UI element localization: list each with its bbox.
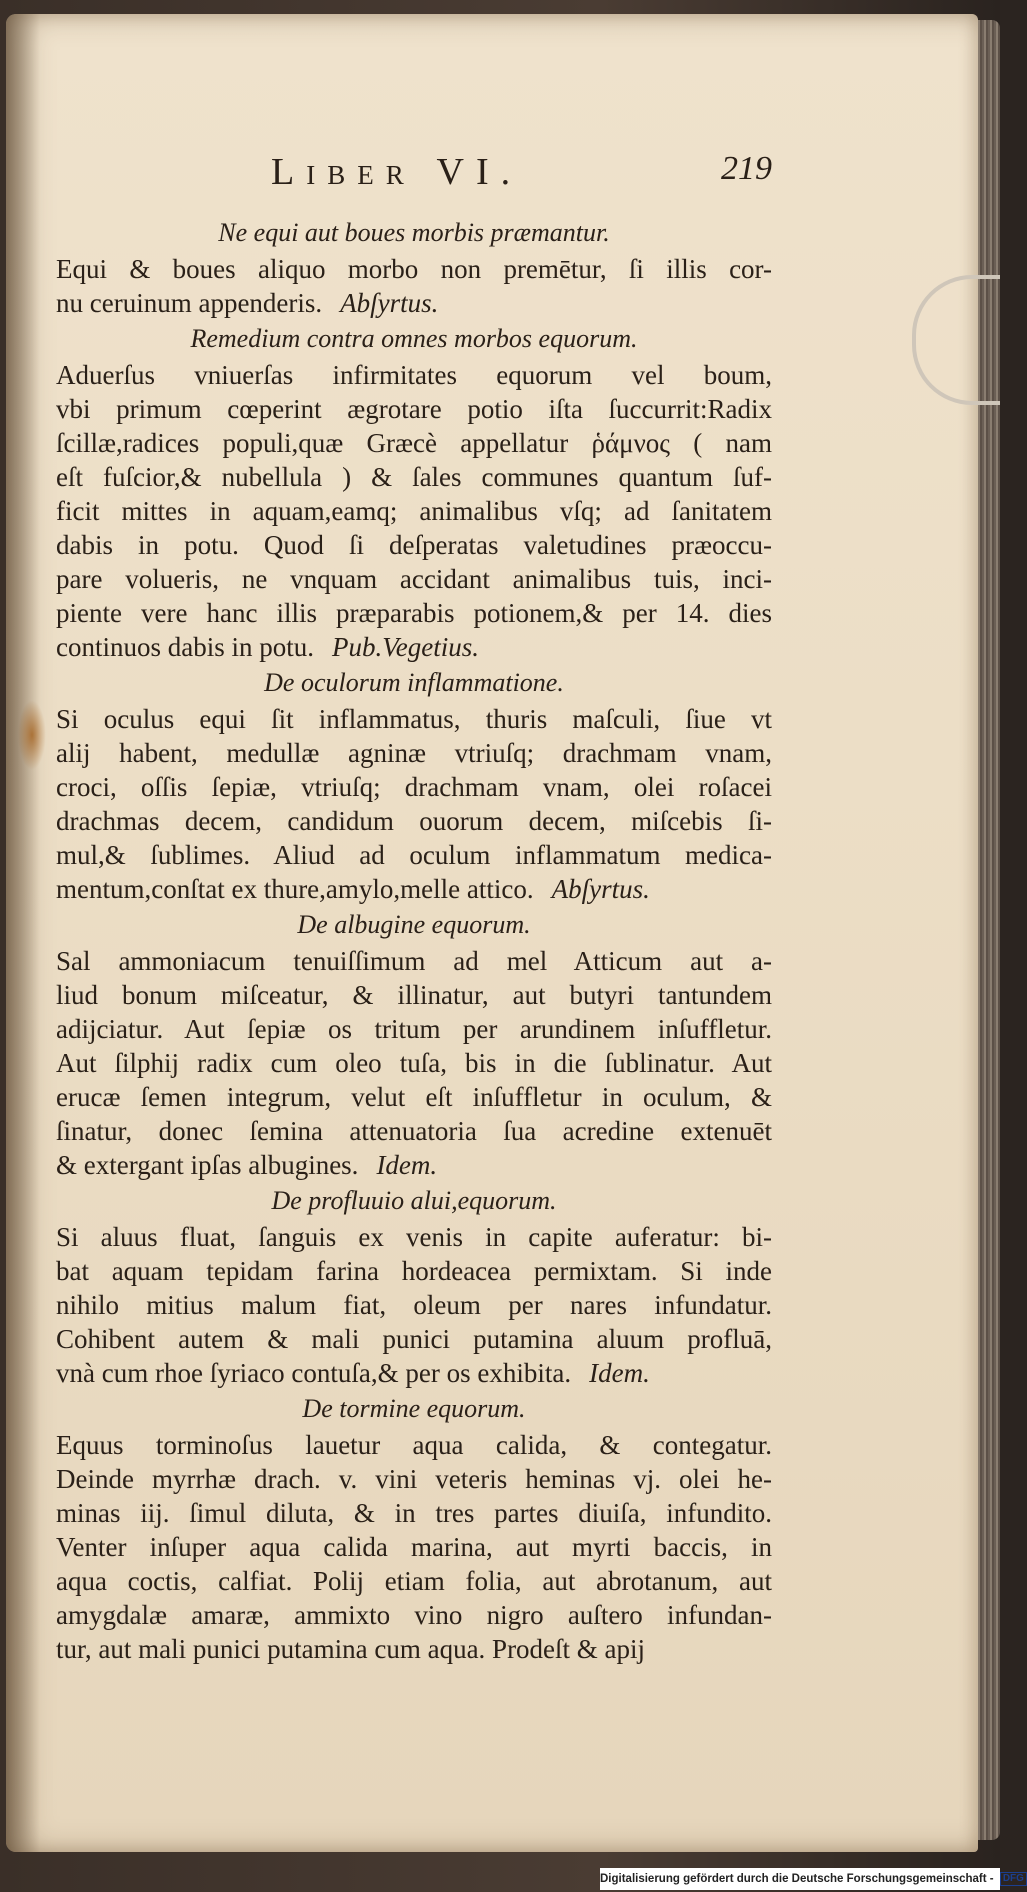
text-line-content: aqua coctis, calfiat. Polij etiam folia, aut abrotanum, aut	[56, 1566, 772, 1596]
text-line	[56, 1356, 772, 1390]
running-head	[56, 150, 772, 212]
text-line-content: Sal ammoniacum tenuiſſimum ad mel Atticum aut a-	[56, 946, 772, 976]
text-line-content: Aut ſilphij radix cum oleo tuſa, bis in die ſublinatur. Aut	[56, 1048, 772, 1078]
text-line	[56, 1012, 772, 1046]
text-line	[56, 1564, 772, 1598]
text-line	[56, 1428, 772, 1462]
section-paragraph	[56, 1428, 772, 1666]
text-line-content: & extergant ipſas albugines.	[56, 1150, 359, 1180]
text-line-content: Venter inſuper aqua calida marina, aut myrti baccis, in	[56, 1532, 772, 1562]
text-line	[56, 596, 772, 630]
text-line	[56, 630, 772, 664]
text-line-content: Si aluus fluat, ſanguis ex venis in capite auferatur: bi-	[56, 1222, 772, 1252]
text-line	[56, 460, 772, 494]
text-line-content: ficit mittes in aquam,eamq; animalibus vſq; ad ſanitatem	[56, 496, 772, 526]
text-line	[56, 1598, 772, 1632]
text-line-content: bat aquam tepidam farina hordeacea permixtam. Si inde	[56, 1256, 772, 1286]
text-line-content: liud bonum miſceatur, & illinatur, aut butyri tantundem	[56, 980, 772, 1010]
text-line	[56, 286, 772, 320]
text-line	[56, 944, 772, 978]
page-stain	[18, 700, 46, 770]
digitization-footer	[600, 1868, 1024, 1890]
text-line	[56, 872, 772, 906]
text-line-content: continuos dabis in potu.	[56, 632, 314, 662]
text-line	[56, 1220, 772, 1254]
text-line	[56, 1322, 772, 1356]
text-line	[56, 1462, 772, 1496]
section-heading: De tormine equorum.	[302, 1394, 526, 1423]
text-line-content: Cohibent autem & mali punici putamina aluum profluā,	[56, 1324, 772, 1354]
text-line	[56, 1254, 772, 1288]
text-line-content: ſcillæ,radices populi,quæ Græcè appellatur ῥάμνος ( nam	[56, 428, 772, 458]
section-heading: De profluuio alui,equorum.	[271, 1186, 557, 1215]
section-paragraph	[56, 252, 772, 320]
section-paragraph	[56, 702, 772, 906]
text-line	[56, 252, 772, 286]
page-text	[56, 150, 772, 1666]
text-line	[56, 1046, 772, 1080]
page-number: 219	[721, 150, 772, 187]
text-line	[56, 392, 772, 426]
text-line	[56, 838, 772, 872]
text-line-content: Equi & boues aliquo morbo non premētur, ſi illis cor-	[56, 254, 772, 284]
text-line	[56, 1496, 772, 1530]
text-line	[56, 494, 772, 528]
text-line-content: adijciatur. Aut ſepiæ os tritum per arundinem inſuffletur.	[56, 1014, 772, 1044]
text-line	[56, 978, 772, 1012]
text-line	[56, 1148, 772, 1182]
text-line-content: alij habent, medullæ agninæ vtriuſq; drachmam vnam,	[56, 738, 772, 768]
sections-container	[56, 216, 772, 1666]
text-line	[56, 770, 772, 804]
text-line-content: croci, oſſis ſepiæ, vtriuſq; drachmam vnam, olei roſacei	[56, 772, 772, 802]
text-line	[56, 1632, 772, 1666]
text-line	[56, 804, 772, 838]
text-line-content: drachmas decem, candidum ouorum decem, miſcebis ſi-	[56, 806, 772, 836]
text-line-content: nu ceruinum appenderis.	[56, 288, 323, 318]
text-line-content: Si oculus equi ſit inflammatus, thuris maſculi, ſiue vt	[56, 704, 772, 734]
source-citation: Abſyrtus.	[340, 288, 439, 318]
text-line-content: vnà cum rhoe ſyriaco contuſa,& per os exhibita.	[56, 1358, 572, 1388]
running-head-title: Liber VI.	[271, 151, 523, 193]
text-line-content: nihilo mitius malum fiat, oleum per nares infundatur.	[56, 1290, 772, 1320]
text-line-content: dabis in potu. Quod ſi deſperatas valetudines præoccu-	[56, 530, 772, 560]
text-line-content: Aduerſus vniuerſas infirmitates equorum vel boum,	[56, 360, 772, 390]
text-line-content: amygdalæ amaræ, ammixto vino nigro auſtero infundan-	[56, 1600, 772, 1630]
text-line-content: pare volueris, ne vnquam accidant animalibus tuis, inci-	[56, 564, 772, 594]
text-line-content: vbi primum cœperint ægrotare potio iſta ſuccurrit:Radix	[56, 394, 772, 424]
text-line-content: erucæ ſemen integrum, velut eſt inſuffletur in oculum, &	[56, 1082, 772, 1112]
section-paragraph	[56, 1220, 772, 1390]
source-citation: Abſyrtus.	[551, 874, 650, 904]
text-line-content: mul,& ſublimes. Aliud ad oculum inflammatum medica-	[56, 840, 772, 870]
section-heading: De oculorum inflammatione.	[264, 668, 564, 697]
text-line	[56, 358, 772, 392]
text-line-content: Deinde myrrhæ drach. v. vini veteris heminas vj. olei he-	[56, 1464, 772, 1494]
footer-text: Digitalisierung gefördert durch die Deutsche Forschungsgemeinschaft -	[600, 1873, 994, 1885]
text-line-content: Equus torminoſus lauetur aqua calida, & contegatur.	[56, 1430, 772, 1460]
source-citation: Idem.	[589, 1358, 650, 1388]
text-line	[56, 1114, 772, 1148]
text-line	[56, 562, 772, 596]
text-line-content: eſt fuſcior,& nubellula ) & ſales communes quantum ſuf-	[56, 462, 772, 492]
dfg-logo: DFG	[1000, 1872, 1027, 1886]
text-line	[56, 736, 772, 770]
text-line	[56, 702, 772, 736]
text-line	[56, 1288, 772, 1322]
text-line	[56, 528, 772, 562]
section-heading: Ne equi aut boues morbis præmantur.	[218, 218, 610, 247]
section-heading: De albugine equorum.	[297, 910, 531, 939]
section-heading: Remedium contra omnes morbos equorum.	[190, 324, 638, 353]
binding-gutter	[6, 14, 40, 1852]
text-line	[56, 426, 772, 460]
text-line-content: minas iij. ſimul diluta, & in tres partes diuiſa, infundito.	[56, 1498, 772, 1528]
text-line	[56, 1530, 772, 1564]
text-line-content: ſinatur, donec ſemina attenuatoria ſua acredine extenuēt	[56, 1116, 772, 1146]
text-line-content: mentum,conſtat ex thure,amylo,melle attico.	[56, 874, 534, 904]
text-line-content: tur, aut mali punici putamina cum aqua. Prodeſt & apij	[56, 1634, 646, 1664]
source-citation: Pub.Vegetius.	[332, 632, 479, 662]
source-citation: Idem.	[376, 1150, 438, 1180]
text-line	[56, 1080, 772, 1114]
section-paragraph	[56, 358, 772, 664]
text-line-content: piente vere hanc illis præparabis potionem,& per 14. dies	[56, 598, 772, 628]
section-paragraph	[56, 944, 772, 1182]
